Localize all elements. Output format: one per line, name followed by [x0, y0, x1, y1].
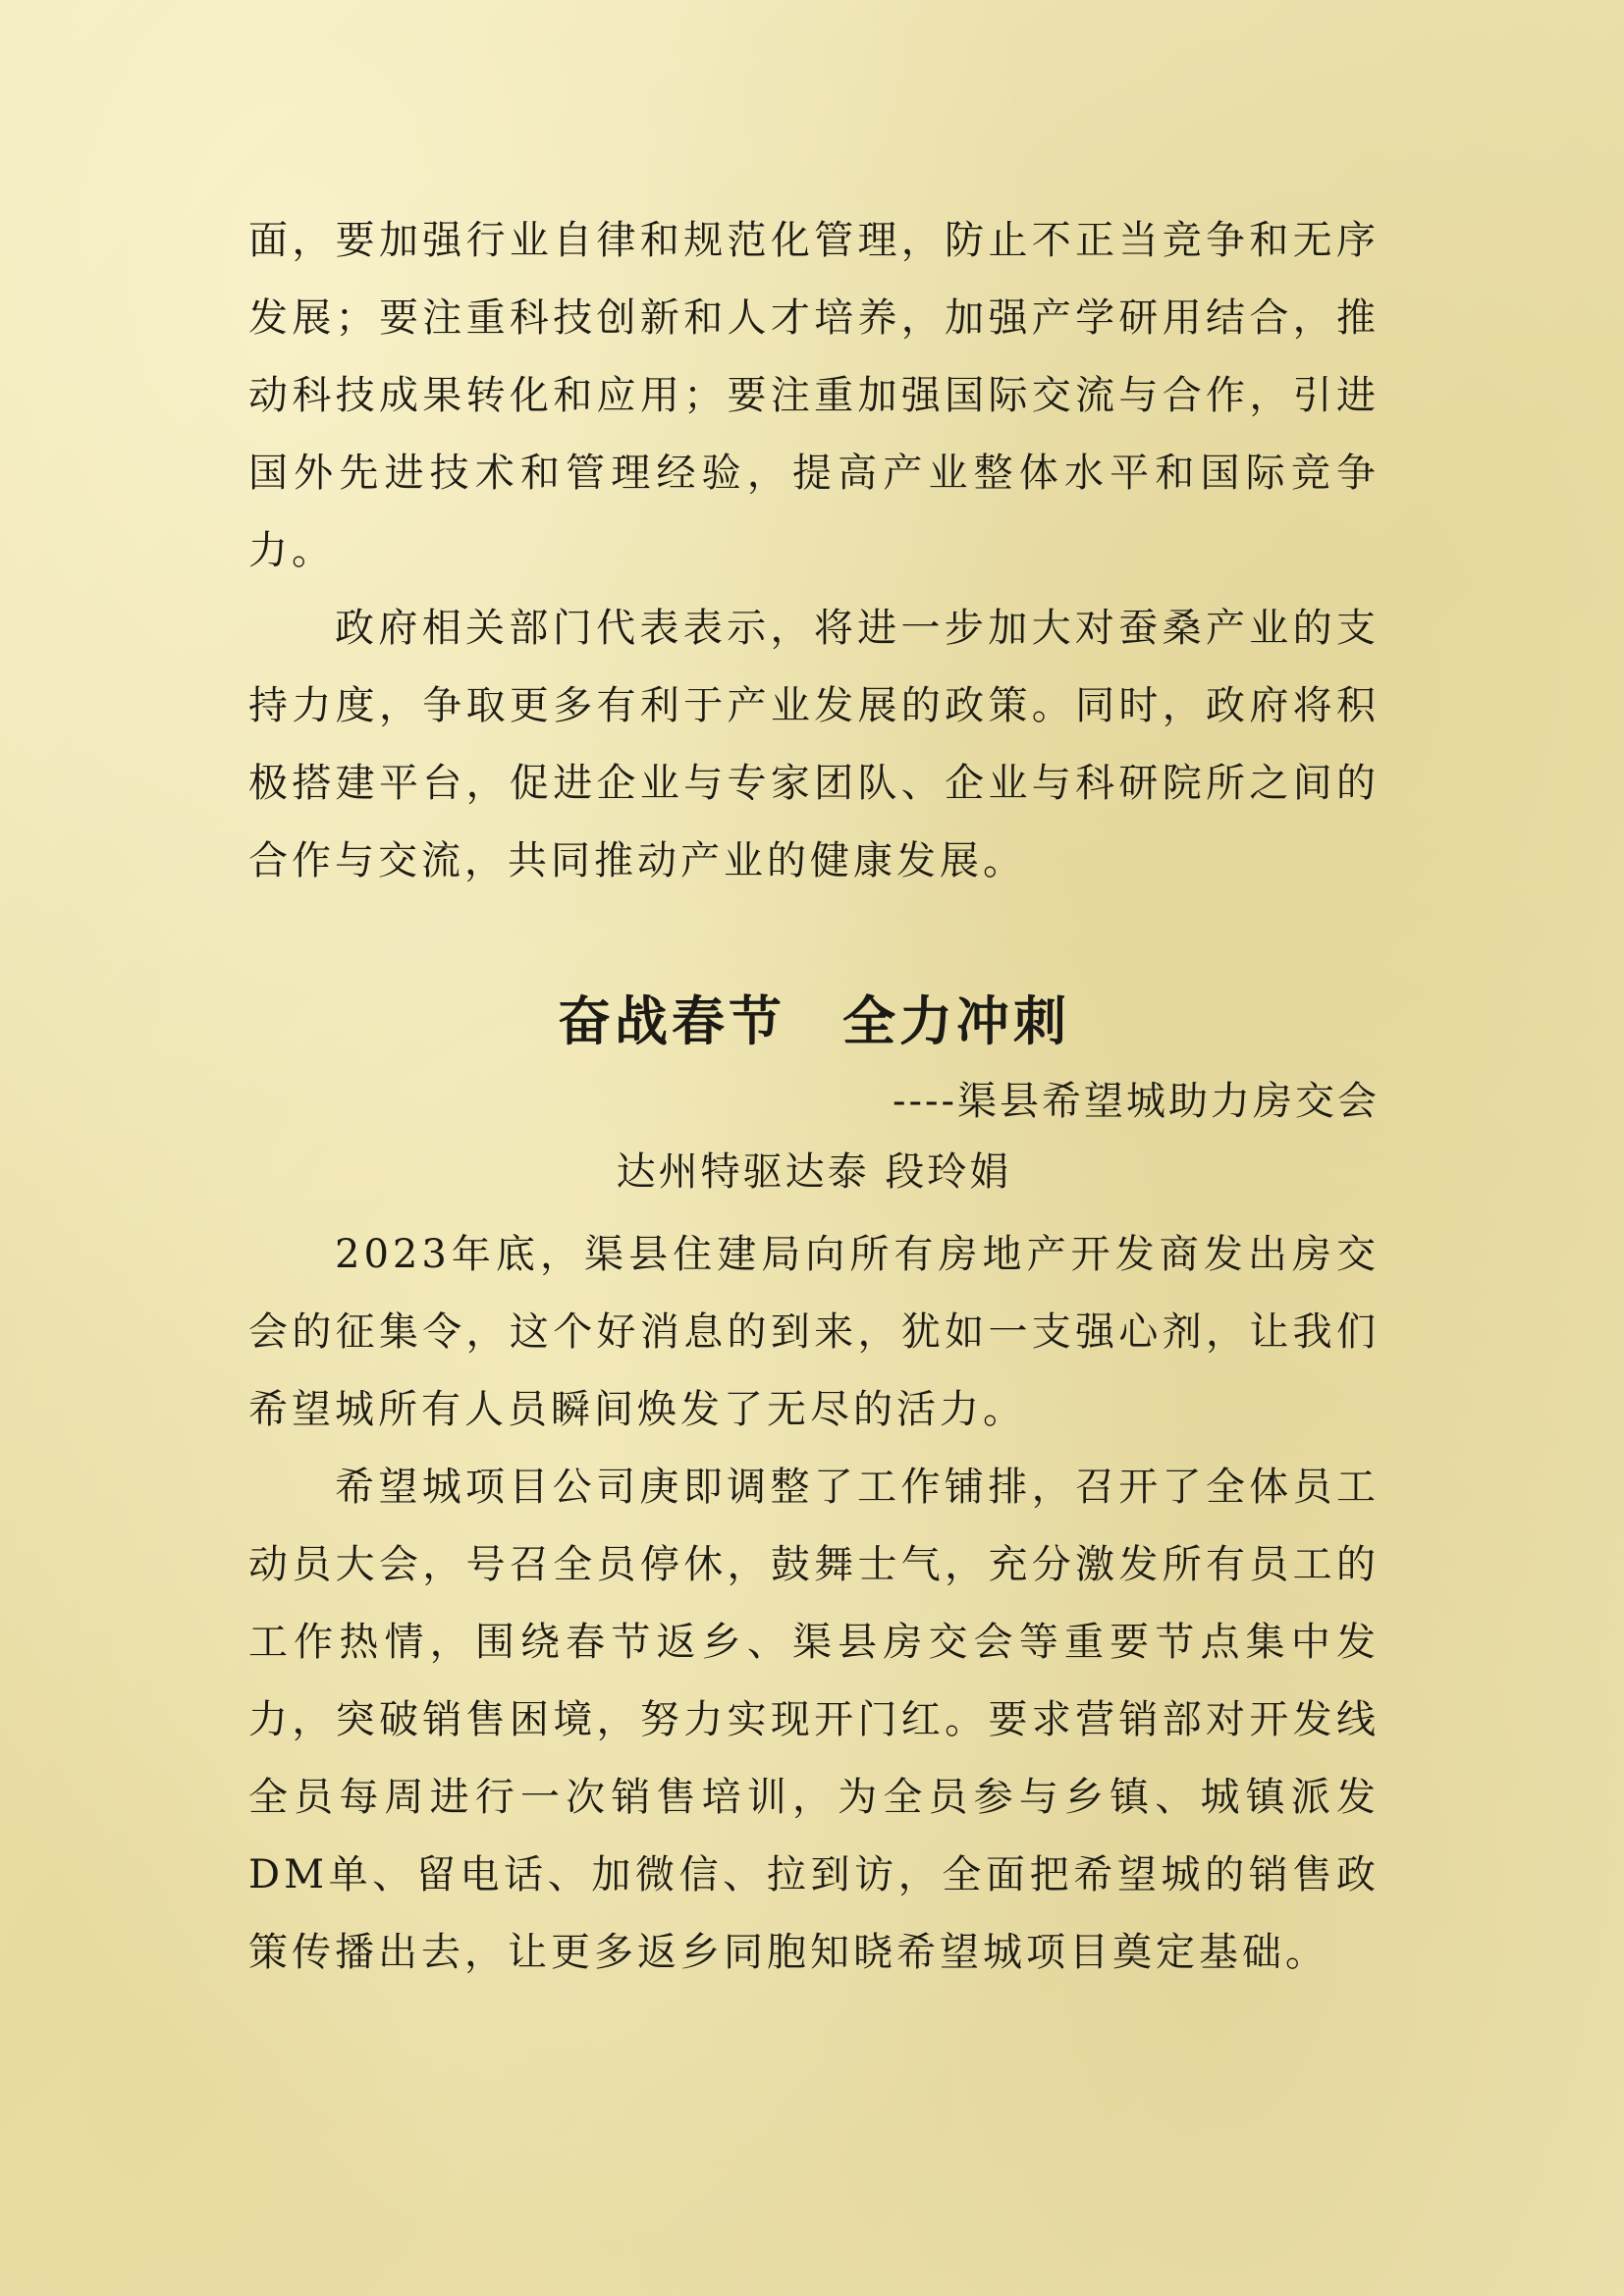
article-paragraph-1: 2023年底，渠县住建局向所有房地产开发商发出房交会的征集令，这个好消息的到来，犹如一支强心剂，让我们希望城所有人员瞬间焕发了无尽的活力。 — [248, 1232, 1380, 1432]
paragraph-continued: 面，要加强行业自律和规范化管理，防止不正当竞争和无序发展；要注重科技创新和人才培养，加强产学研用结合，推动科技成果转化和应用；要注重加强国际交流与合作，引进国外先进技术和管理经验，提高产业整体水平和国际竞争力。 — [248, 218, 1380, 573]
article-subtitle: ----渠县希望城助力房交会 — [892, 1079, 1380, 1124]
page-content — [248, 202, 1380, 1992]
article-title: 奋战春节 全力冲刺 — [558, 990, 1070, 1052]
article-author: 达州特驱达泰 段玲娟 — [616, 1149, 1012, 1195]
paragraph-government: 政府相关部门代表表示，将进一步加大对蚕桑产业的支持力度，争取更多有利于产业发展的政策。同时，政府将积极搭建平台，促进企业与专家团队、企业与科研院所之间的合作与交流，共同推动产业的健康发展。 — [248, 606, 1380, 883]
article-paragraph-2: 希望城项目公司庚即调整了工作铺排，召开了全体员工动员大会，号召全员停休，鼓舞士气，充分激发所有员工的工作热情，围绕春节返乡、渠县房交会等重要节点集中发力，突破销售困境，努力实现开门红。要求营销部对开发线全员每周进行一次销售培训，为全员参与乡镇、城镇派发DM单、留电话、加微信、拉到访，全面把希望城的销售政策传播出去，让更多返乡同胞知晓希望城项目奠定基础。 — [248, 1465, 1380, 1975]
